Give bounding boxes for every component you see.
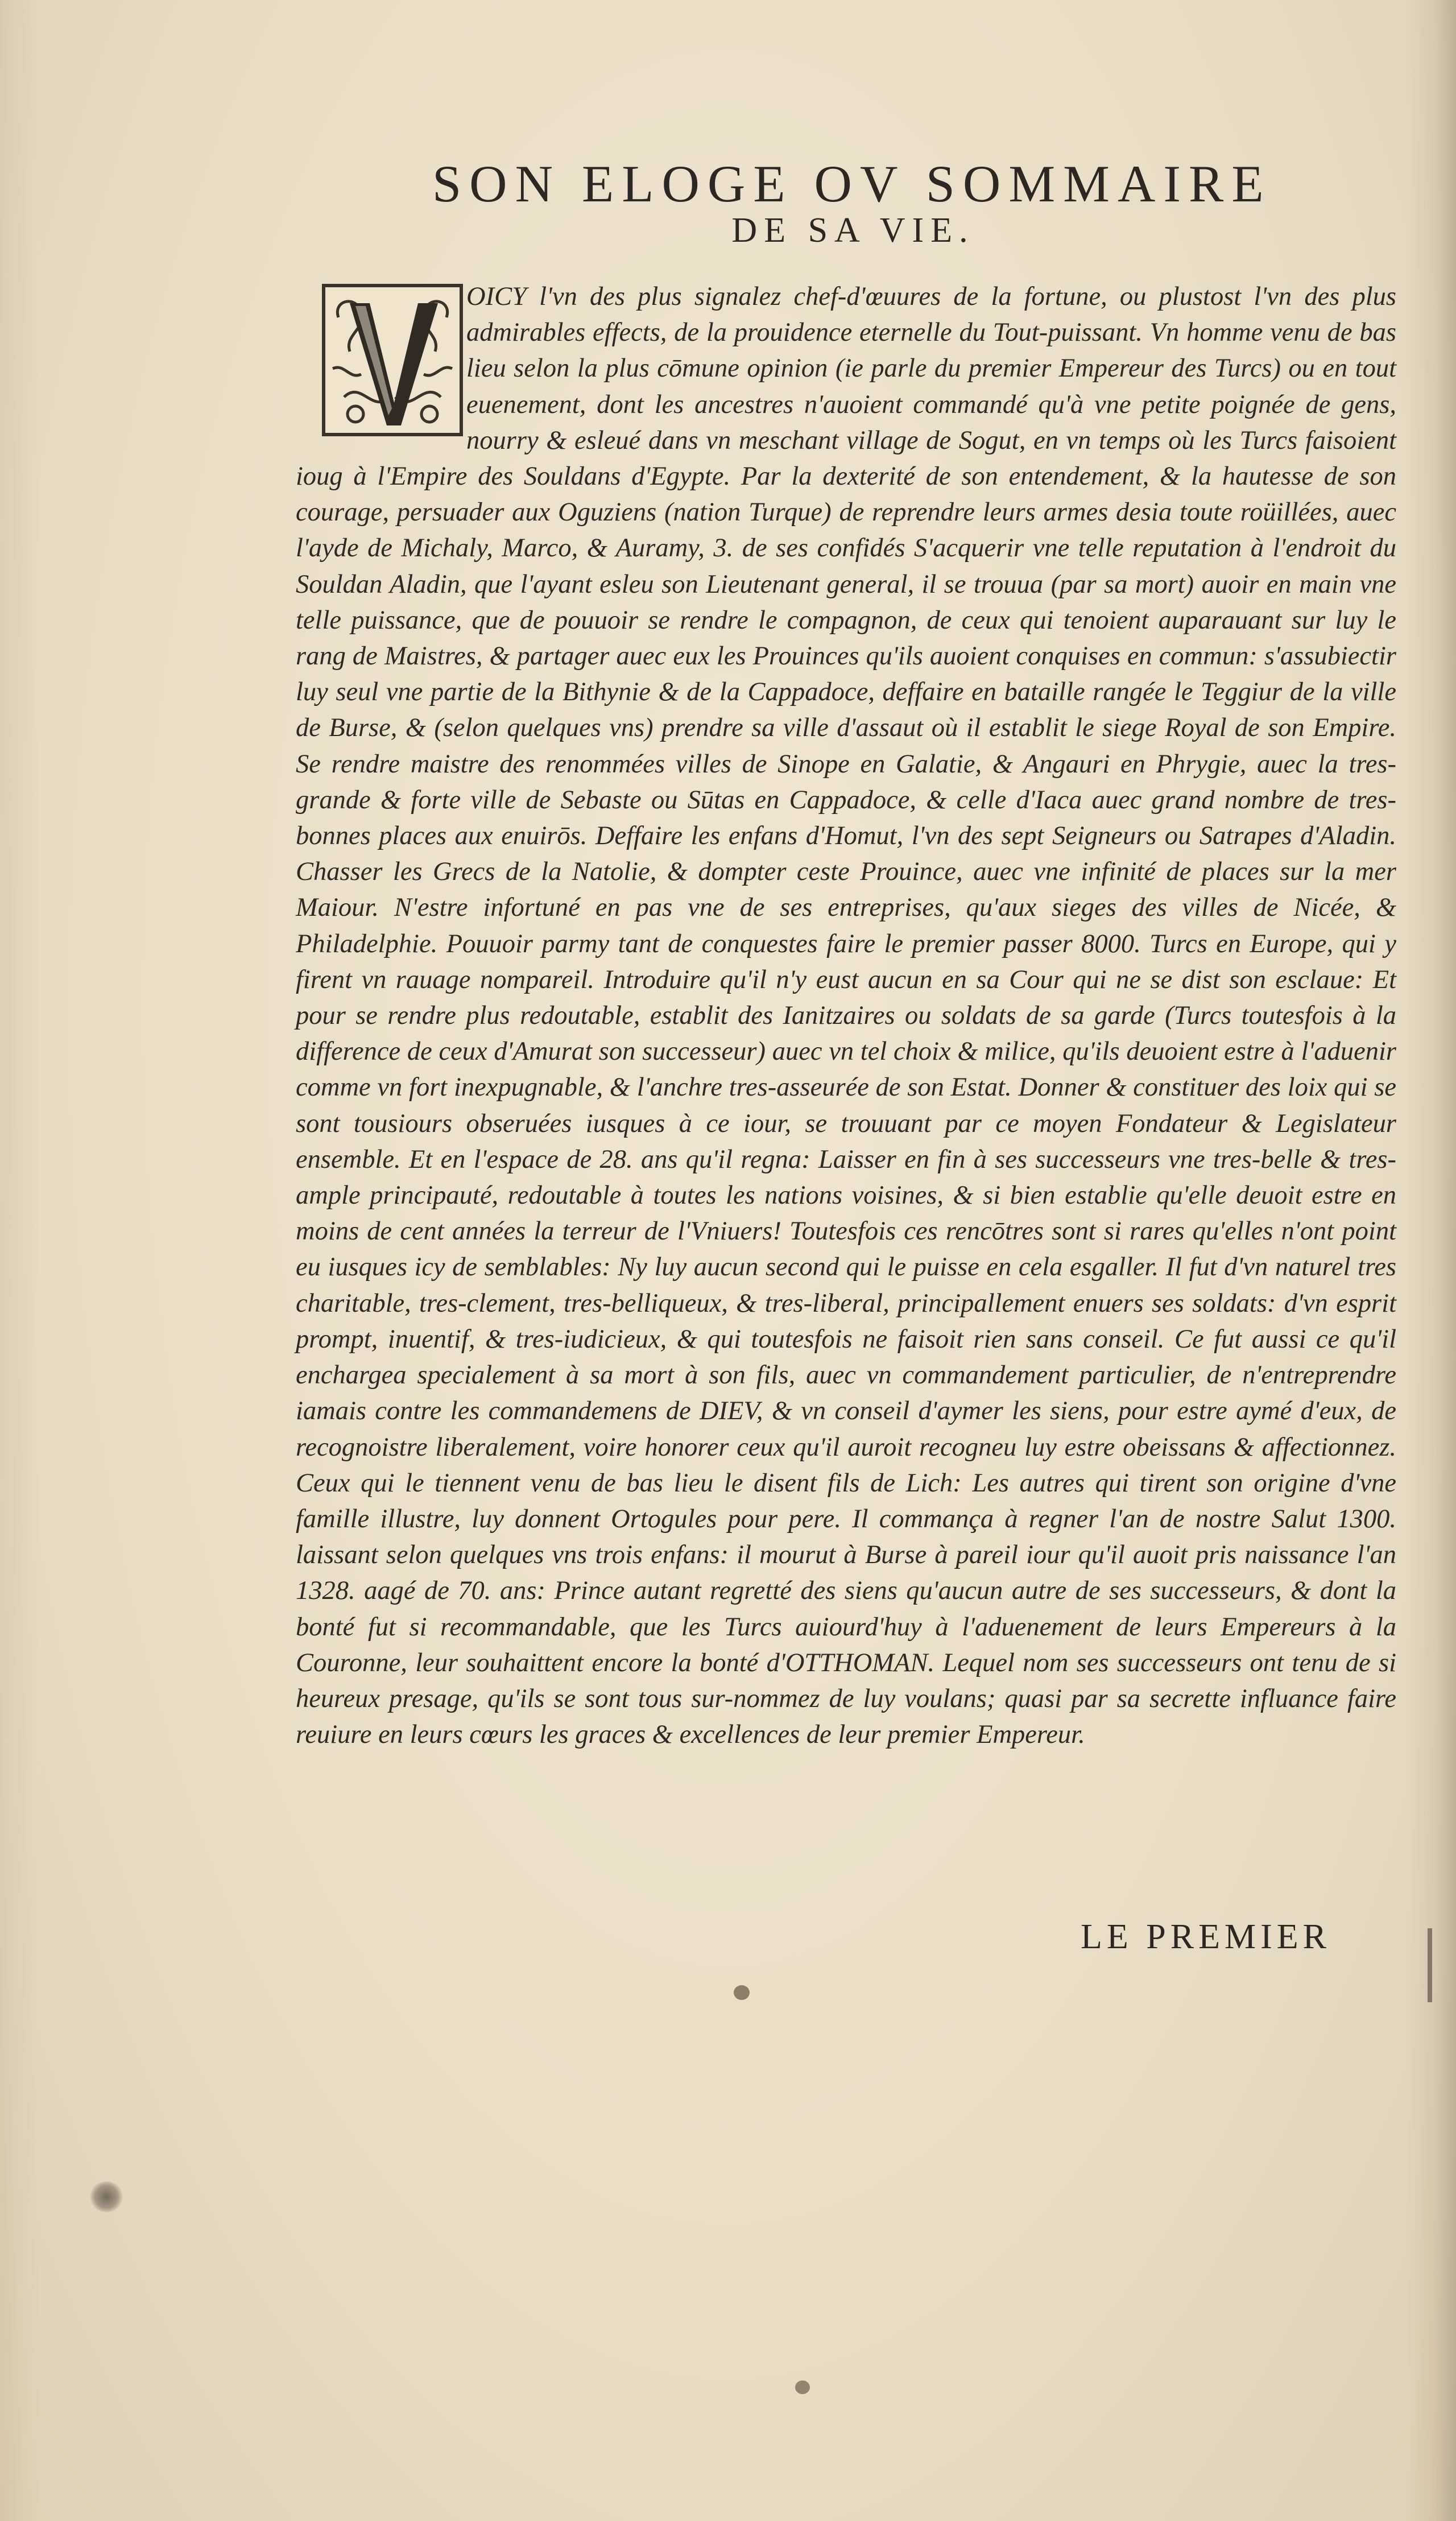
body-paragraph: OICY l'vn des plus signalez chef-d'œuures de la fortune, ou plustost l'vn des plus admirables effects, de la prouidence eternelle du Tout-puissant. Vn homme venu de bas lieu selon la plus cōmune opinion (ie parle du premier Empereur des Turcs) ou en tout euenement, dont les ancestres n'auoient commandé qu'à vne petite poignée de gens, nourry & esleué dans vn meschant village de Sogut, en vn temps où les Turcs faisoient ioug à l'Empire des Souldans d'Egypte. Par la dexterité de son entendement, & la hautesse de son courage, persuader aux Oguziens (nation Turque) de reprendre leurs armes desia toute roüillées, auec l'ayde de Michaly, Marco, & Auramy, 3. de ses confidés S'acquerir vne telle reputation à l'endroit du Souldan Aladin, que l'ayant esleu son Lieutenant general, il se trouua (par sa mort) auoir en main vne telle puissance, que de pouuoir se rendre le compagnon, de ceux qui tenoient auparauant sur luy le rang de Maistres, & partager auec eux les Prouinces qu'ils auoient conquises en commun: s'assubiectir luy seul vne partie de la Bithynie & de la Cappadoce, deffaire en bataille rangée le Teggiur de la ville de Burse, & (selon quelques vns) prendre sa ville d'assaut où il establit le siege Royal de son Empire. Se rendre maistre des renommées villes de Sinope en Galatie, & Angauri en Phrygie, auec la tres-grande & forte ville de Sebaste ou Sūtas en Cappadoce, & celle d'Iaca auec grand nombre de tres-bonnes places aux enuirōs. Deffaire les enfans d'Homut, l'vn des sept Seigneurs ou Satrapes d'Aladin. Chasser les Grecs de la Natolie, & dompter ceste Prouince, auec vne infinité de places sur la mer Maiour. N'estre infortuné en pas vne de ses entreprises, qu'aux sieges des villes de Nicée, & Philadelphie. Pouuoir parmy tant de conquestes faire le premier passer 8000. Turcs en Europe, qui y firent vn rauage nompareil. Introduire qu'il n'y eust aucun en sa Cour qui ne se dist son esclaue: Et pour se rendre plus redoutable, establit des Ianitzaires ou soldats de sa garde (Turcs toutesfois à la difference de ceux d'Amurat son successeur) auec vn tel choix & milice, qu'ils deuoient estre à l'aduenir comme vn fort inexpugnable, & l'anchre tres-asseurée de son Estat. Donner & constituer des loix qui se sont tousiours obseruées iusques à ce iour, se trouuant par ce moyen Fondateur & Legislateur ensemble. Et en l'espace de 28. ans qu'il regna: Laisser en fin à ses successeurs vne tres-belle & tres-ample principauté, redoutable à toutes les nations voisines, & si bien establie qu'elle deuoit estre en moins de cent années la terreur de l'Vniuers! Toutesfois ces rencōtres sont si rares qu'elles n'ont point eu iusques icy de semblables: Ny luy aucun second qui le puisse en cela esgaller. Il fut d'vn naturel tres charitable, tres-clement, tres-belliqueux, & tres-liberal, principallement enuers ses soldats: d'vn esprit prompt, inuentif, & tres-iudicieux, & qui toutesfois ne faisoit rien sans conseil. Ce fut aussi ce qu'il enchargea specialement à sa mort à son fils, auec vn commandement particulier, de n'entreprendre iamais contre les commandemens de DIEV, & vn conseil d'aymer les siens, pour estre aymé d'eux, de recognoistre liberalement, voire honorer ceux qu'il auroit recogneu luy estre obeissans & affectionnez. Ceux qui le tiennent venu de bas lieu le disent fils de Lich: Les autres qui tirent son origine d'vne famille illustre, luy donnent Ortogules pour pere. Il commança à regner l'an de nostre Salut 1300. laissant selon quelques vns trois enfans: il mourut à Burse à pareil iour qu'il auoit pris naissance l'an 1328. aagé de 70. ans: Prince autant regretté des siens qu'aucun autre de ses successeurs, & dont la bonté fut si recommandable, que les Turcs auiourd'huy à l'aduenement de leurs Empereurs à la Couronne, leur souhaittent encore la bonté d'OTTHOMAN. Lequel nom ses successeurs ont tenu de si heureux presage, qu'ils se sont tous sur-nommez de luy voulans; quasi par sa secrette influance faire reuiure en leurs cœurs les graces & excellences de leur premier Empereur. bbox=[296, 282, 1396, 1750]
page-gutter-shadow bbox=[0, 0, 40, 2521]
page-title: SON ELOGE OV SOMMAIRE bbox=[432, 155, 1272, 213]
ink-spot bbox=[795, 2381, 810, 2394]
catchword: LE PREMIER bbox=[1081, 1917, 1331, 1956]
body-text-block bbox=[296, 279, 1396, 1753]
page-subtitle: DE SA VIE. bbox=[731, 211, 975, 250]
dropcap-space bbox=[296, 279, 466, 432]
ink-spot bbox=[734, 1985, 750, 2000]
page-edge-shadow bbox=[1405, 0, 1456, 2521]
worm-hole bbox=[90, 2181, 123, 2212]
signature-mark bbox=[1428, 1928, 1432, 2002]
